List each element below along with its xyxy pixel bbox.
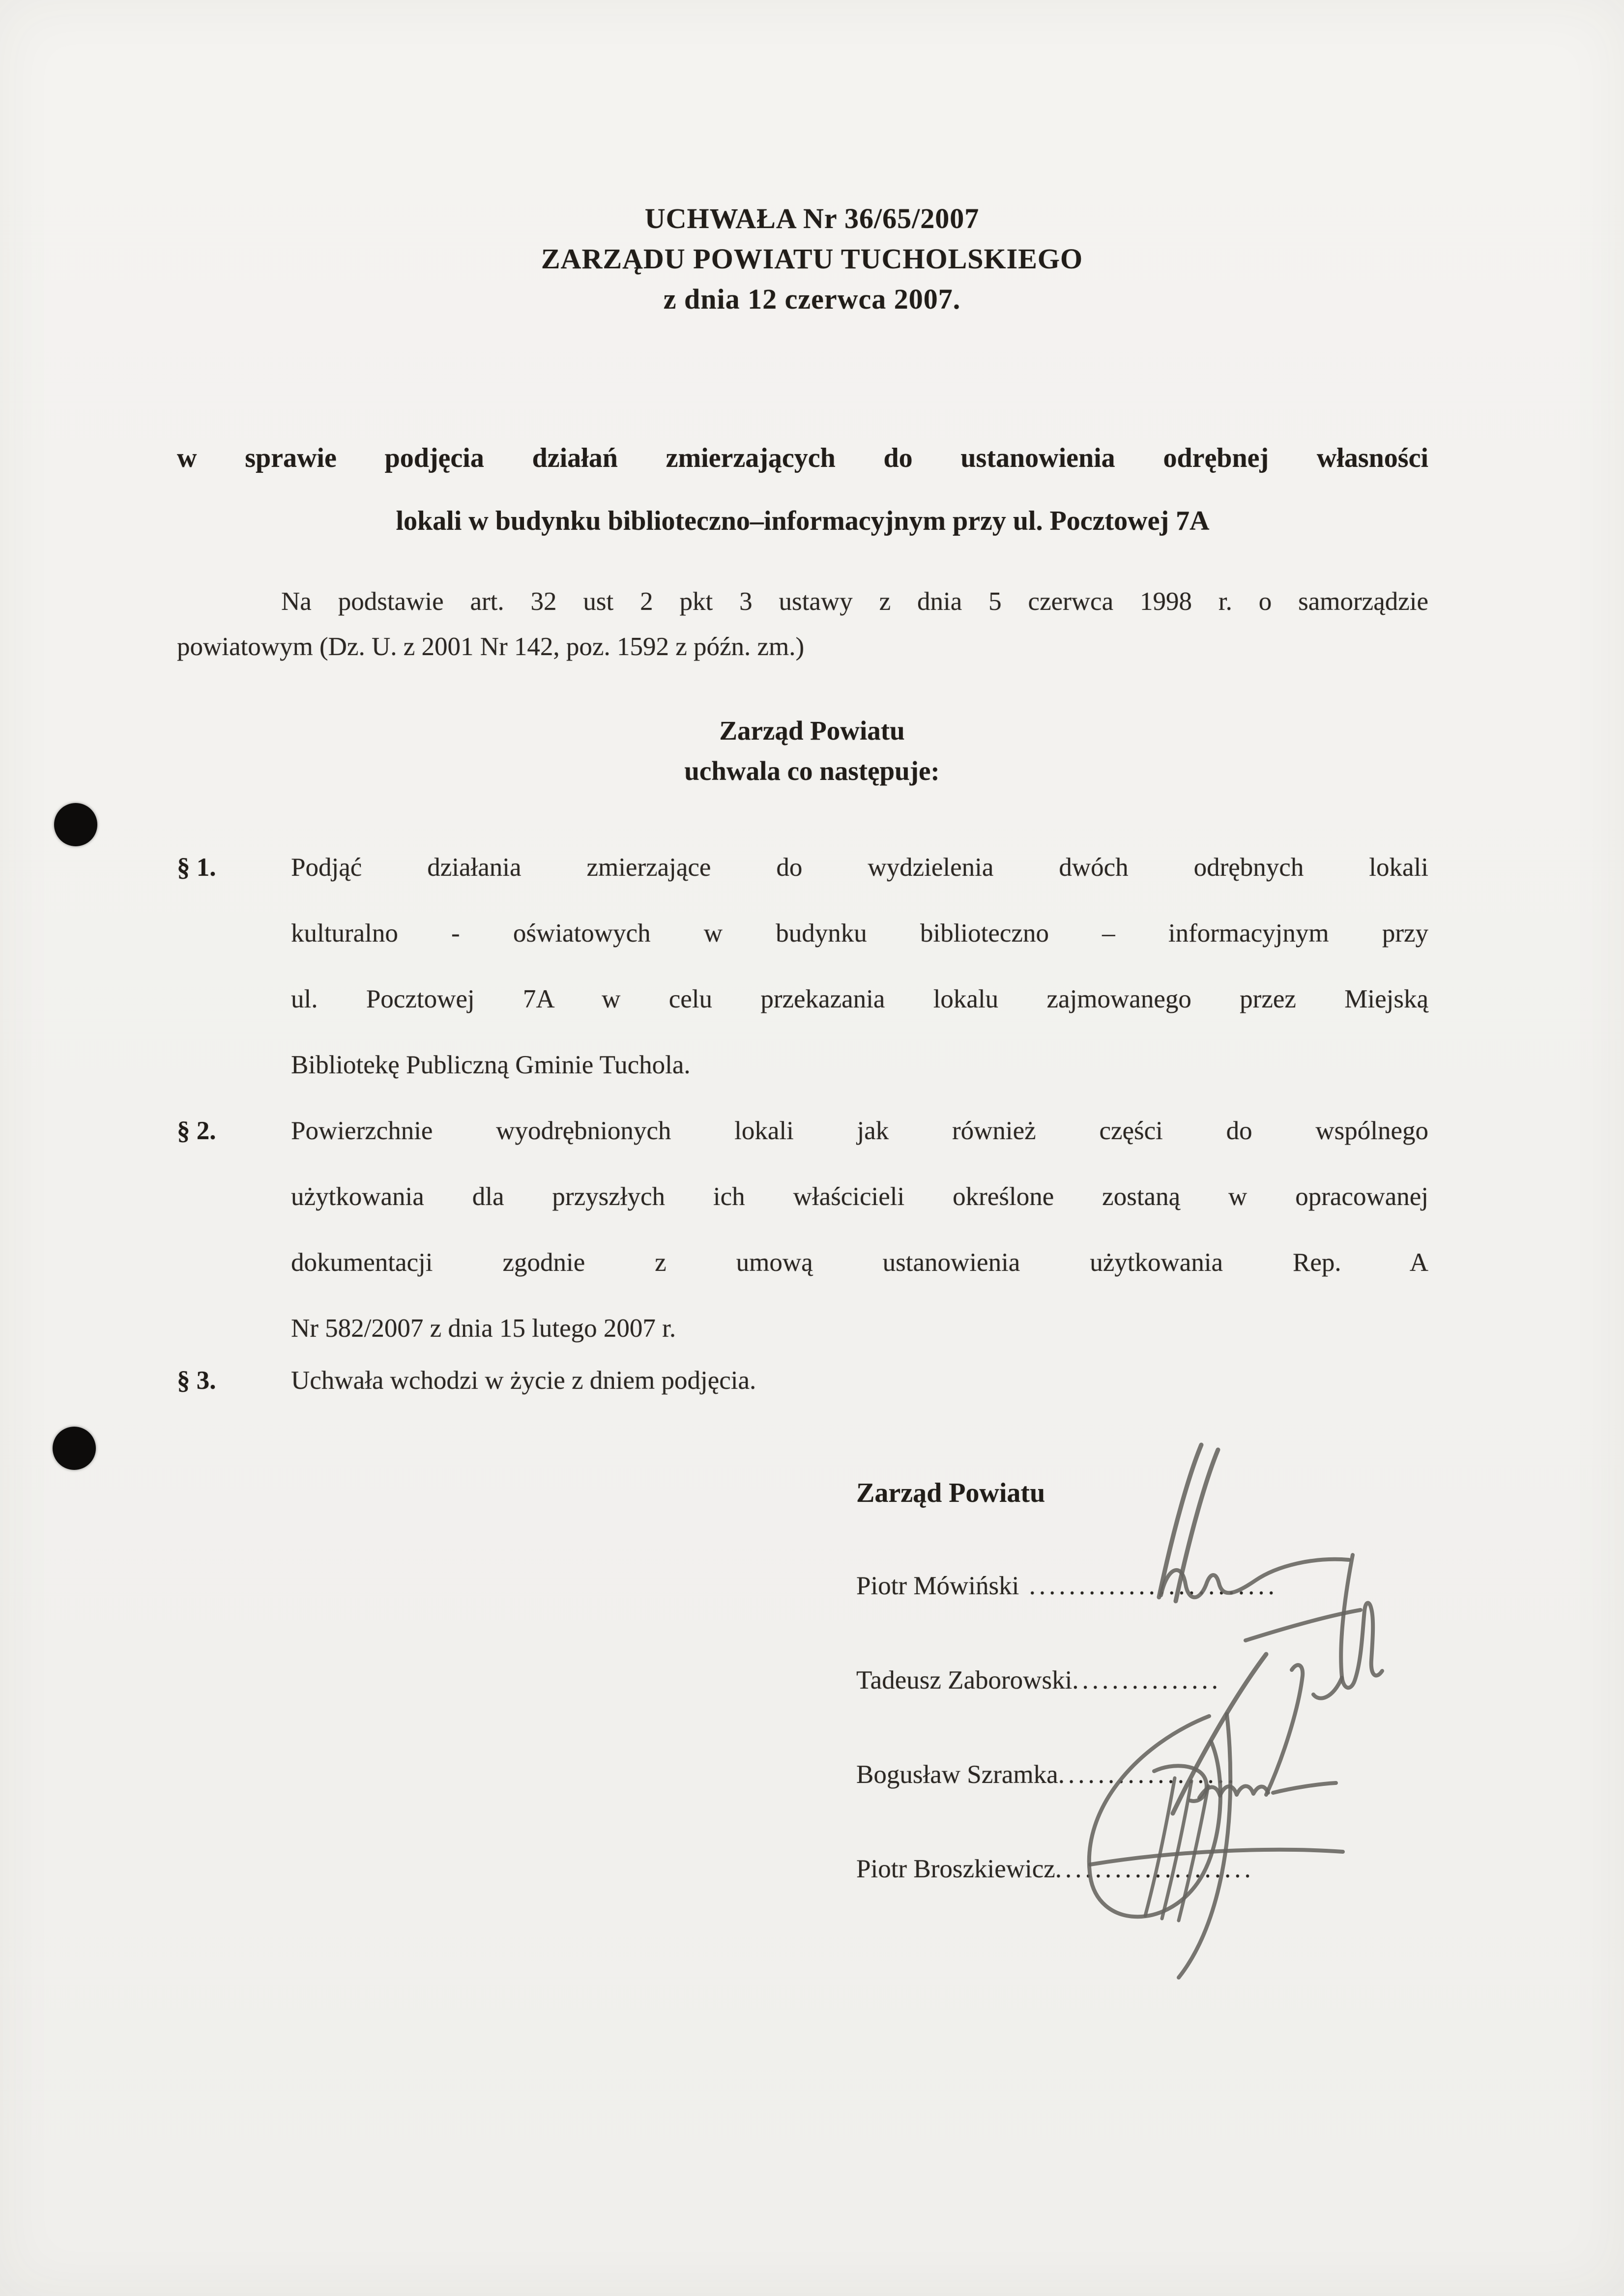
signatory-row-3 (856, 1757, 1525, 1792)
section-1 (177, 834, 1428, 1098)
signatory-name-2: Tadeusz Zaborowski (856, 1666, 1073, 1694)
subject-line-1: w sprawie podjęcia działań zmierzających do ustanowienia odrębnej własności (177, 443, 1428, 473)
section-1-line-4: Bibliotekę Publiczną Gminie Tuchola. (291, 1051, 691, 1079)
signatory-row-2 (856, 1663, 1525, 1697)
section-2-line-3: dokumentacji zgodnie z umową ustanowienia użytkowania Rep. A (291, 1248, 1428, 1277)
signatory-name-4: Piotr Broszkiewicz (856, 1855, 1055, 1883)
section-1-label: § 1. (177, 853, 216, 882)
hole-punch-mark-bottom (53, 1427, 96, 1470)
document-title (0, 199, 1624, 319)
legal-basis-paragraph (177, 579, 1428, 669)
legal-basis-line-1: Na podstawie art. 32 ust 2 pkt 3 ustawy z dnia 5 czerwca 1998 r. o samorządzie (281, 587, 1428, 616)
legal-basis-line-2: powiatowym (Dz. U. z 2001 Nr 142, poz. 1592 z późn. zm.) (177, 632, 805, 661)
signatory-row-1 (856, 1569, 1525, 1603)
section-1-line-2: kulturalno - oświatowych w budynku biblioteczno – informacyjnym przy (291, 919, 1428, 947)
title-issuing-body: ZARZĄDU POWIATU TUCHOLSKIEGO (541, 243, 1083, 275)
section-2 (177, 1098, 1428, 1361)
section-3-label: § 3. (177, 1366, 216, 1395)
title-date: z dnia 12 czerwca 2007. (663, 283, 961, 315)
section-1-line-3: ul. Pocztowej 7A w celu przekazania lokalu zajmowanego przez Miejską (291, 985, 1428, 1013)
signature-block (856, 1475, 1525, 1886)
signatory-name-3: Bogusław Szramka (856, 1760, 1058, 1789)
signature-dotted-line-1: ......................... (1019, 1572, 1278, 1600)
resolution-sections (177, 834, 1428, 1413)
signature-dotted-line-2: ............... (1072, 1666, 1222, 1694)
section-3 (177, 1348, 1428, 1413)
preamble (0, 711, 1624, 791)
subject-heading (177, 427, 1428, 552)
title-resolution-number: UCHWAŁA Nr 36/65/2007 (644, 202, 980, 234)
signature-heading: Zarząd Powiatu (856, 1478, 1045, 1508)
signatory-row-4 (856, 1852, 1525, 1886)
signature-dotted-line-3: .................. (1058, 1760, 1238, 1789)
preamble-line-1: Zarząd Powiatu (719, 716, 905, 746)
subject-line-2: lokali w budynku biblioteczno–informacyjnym przy ul. Pocztowej 7A (396, 506, 1210, 536)
section-3-line-1: Uchwała wchodzi w życie z dniem podjęcia. (291, 1366, 756, 1395)
section-2-label: § 2. (177, 1117, 216, 1145)
section-1-line-1: Podjąć działania zmierzające do wydzielenia dwóch odrębnych lokali (291, 853, 1428, 882)
signatory-name-1: Piotr Mówiński (856, 1572, 1019, 1600)
preamble-line-2: uchwala co następuje: (684, 756, 940, 786)
hole-punch-mark-top (54, 803, 97, 846)
section-2-line-1: Powierzchnie wyodrębnionych lokali jak również części do wspólnego (291, 1117, 1428, 1145)
section-2-line-4: Nr 582/2007 z dnia 15 lutego 2007 r. (291, 1314, 676, 1343)
section-2-line-2: użytkowania dla przyszłych ich właścicieli określone zostaną w opracowanej (291, 1182, 1428, 1211)
signature-dotted-line-4: .................... (1055, 1855, 1254, 1883)
